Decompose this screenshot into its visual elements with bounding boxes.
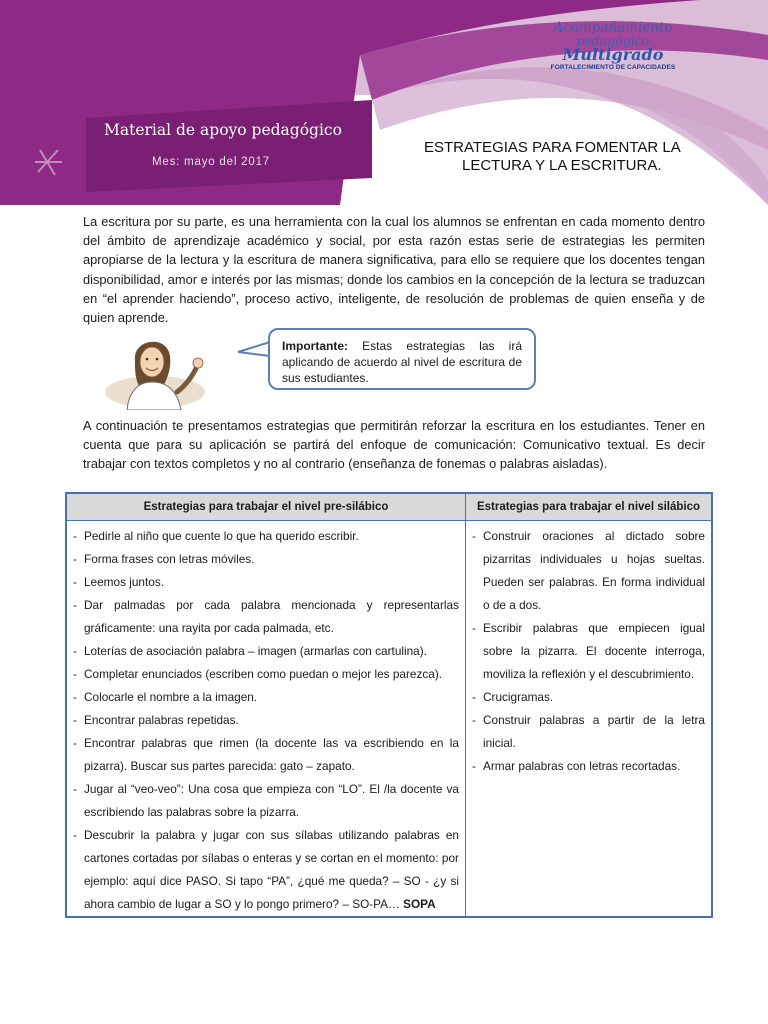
list-item: - Armar palabras con letras recortadas. <box>470 755 705 778</box>
illustration-face <box>140 347 164 377</box>
illustration-eye-right <box>156 358 159 361</box>
list-item: - Completar enunciados (escriben como puedan o mejor les parezca). <box>71 663 459 686</box>
logo-line-4: FORTALECIMIENTO DE CAPACIDADES <box>550 64 676 71</box>
strategies-table <box>65 492 713 918</box>
document-title-line-1: ESTRATEGIAS PARA FOMENTAR LA <box>424 139 681 156</box>
callout-label: Importante: <box>282 339 348 353</box>
list-item: - Encontrar palabras que rimen (la docente las va escribiendo en la pizarra). Buscar sus partes parecida: gato – zapato. <box>71 732 459 778</box>
logo-line-2: pedagógico <box>576 33 650 48</box>
illustration-hand <box>193 358 203 368</box>
list-item: - Encontrar palabras repetidas. <box>71 709 459 732</box>
list-item: - Loterías de asociación palabra – imagen (armarlas con cartulina). <box>71 640 459 663</box>
silabico-list <box>470 525 705 778</box>
document-title <box>424 139 724 175</box>
intro-paragraph-1: La escritura por su parte, es una herramienta con la cual los alumnos se enfrentan en cada momento dentro del ámbito de aprendizaje académico y social, por esta razón estas serie de estrategias les permiten apropiarse de la lectura y la escritura de manera significativa, para ello se requiere que los docentes tengan disponibilidad, amor e interés por las mismas; donde los cambios en la concepción de la lectura se traduzcan en “el aprender haciendo”, proceso activo, inteligente, de resolución de problemas de quien enseña y de quien aprende. <box>83 214 705 326</box>
table-header-silabico: Estrategias para trabajar el nivel silábico <box>466 493 713 521</box>
illustration-eye-left <box>146 358 149 361</box>
logo-line-1: Acompañamiento <box>553 20 673 36</box>
material-title: Material de apoyo pedagógico <box>104 121 342 139</box>
list-item-text: Descubrir la palabra y jugar con sus sílabas utilizando palabras en cartones cortadas por sílabas o enteras y se cortan en el momento: por ejemplo: aquí dice PASO. Si tapo “PA”, ¿qué me queda? – SO - ¿y si ahora cambio de lugar a SO y lo pongo primero? – SO-PA… <box>84 828 459 911</box>
list-item: - Dar palmadas por cada palabra mencionada y representarlas gráficamente: una rayita por cada palmada, etc. <box>71 594 459 640</box>
logo-line-3: Multigrado <box>562 45 664 64</box>
list-item: - Colocarle el nombre a la imagen. <box>71 686 459 709</box>
table-body-row <box>66 521 712 918</box>
callout-text: Estas estrategias las irá aplicando de acuerdo al nivel de escritura de sus estudiantes. <box>282 339 522 385</box>
list-item <box>71 824 459 916</box>
pre-silabico-list <box>71 525 459 916</box>
list-item: - Escribir palabras que empiecen igual sobre la pizarra. El docente interroga, moviliza la reflexión y el descubrimiento. <box>470 617 705 686</box>
document-title-line-2: LECTURA Y LA ESCRITURA. <box>462 157 662 174</box>
list-item: - Pedirle al niño que cuente lo que ha querido escribir. <box>71 525 459 548</box>
callout-tail <box>236 340 272 360</box>
logo <box>548 22 678 71</box>
table-header-row <box>66 493 712 521</box>
list-item: - Crucigramas. <box>470 686 705 709</box>
list-item: - Forma frases con letras móviles. <box>71 548 459 571</box>
important-callout <box>268 328 536 390</box>
pre-silabico-cell <box>66 521 466 918</box>
table-header-pre-silabico: Estrategias para trabajar el nivel pre-silábico <box>66 493 466 521</box>
girl-illustration <box>105 330 215 410</box>
intro-paragraph-2: A continuación te presentamos estrategias que permitirán reforzar la escritura en los estudiantes. Tener en cuenta que para su aplicación se partirá del enfoque de comunicación: Comunicativo textual. Es decir trabajar con textos completos y no al contrario (enseñanza de fonemas o palabras aisladas). <box>83 418 705 472</box>
silabico-cell <box>466 521 713 918</box>
list-item: - Leemos juntos. <box>71 571 459 594</box>
list-item: - Construir palabras a partir de la letra inicial. <box>470 709 705 755</box>
material-month: Mes: mayo del 2017 <box>152 156 270 168</box>
list-item: - Construir oraciones al dictado sobre pizarritas individuales u hojas sueltas. Pueden ser palabras. En forma individual o de a dos. <box>470 525 705 617</box>
list-item: - Jugar al “veo-veo”: Una cosa que empieza con “LO”. El /la docente va escribiendo las palabras sobre la pizarra. <box>71 778 459 824</box>
list-item-bold-word: SOPA <box>403 897 436 911</box>
